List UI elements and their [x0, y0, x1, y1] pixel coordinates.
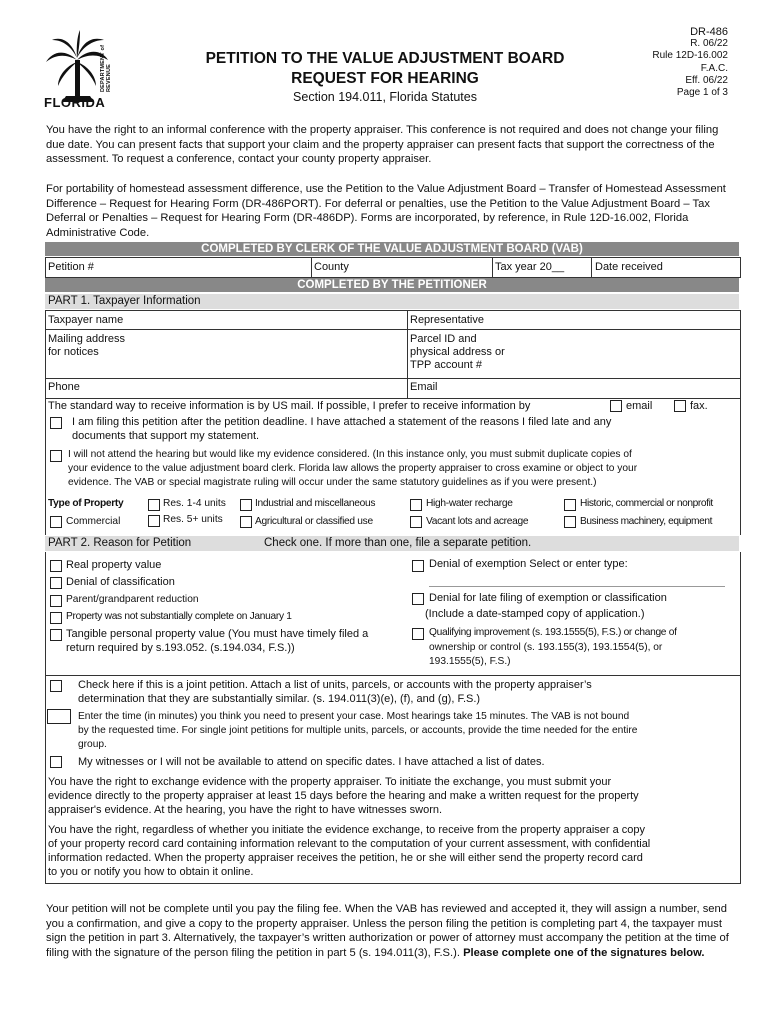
res-5-plus-checkbox[interactable]	[148, 515, 160, 527]
historic-label: Historic, commercial or nonprofit	[580, 498, 713, 509]
agricultural-label: Agricultural or classified use	[255, 516, 373, 527]
exemption-type-input[interactable]	[429, 586, 725, 587]
late-filing-text-2: documents that support my statement.	[72, 430, 260, 442]
res-1-4-label: Res. 1-4 units	[163, 498, 226, 509]
exchange-text-2: evidence directly to the property appraiser at least 15 days before the hearing and make a written request for the property	[48, 790, 639, 802]
parent-grandparent-label: Parent/grandparent reduction	[66, 594, 199, 605]
time-needed-text-1: Enter the time (in minutes) you think you need to present your case. Most hearings take 15 minutes. The VAB is not bound	[78, 711, 630, 722]
tax-year-field[interactable]: Tax year 20__	[495, 261, 565, 273]
witness-unavailable-checkbox[interactable]	[50, 756, 62, 768]
part1-title: PART 1. Taxpayer Information	[48, 295, 201, 307]
footer-paragraph	[46, 902, 736, 960]
record-card-text-2: of your property record card containing information relevant to the computation of your current assessment, with confidential	[48, 838, 651, 850]
fax-option-label: fax.	[690, 400, 708, 412]
footer-text: Your petition will not be complete until you pay the filing fee. When the VAB has reviewed and accepted it, they will assign a number, send you a confirmation, and give a copy to the property appraiser. Unless the person filing the petition is completing part 4, the taxpayer must sign the petition in part 3. Alternatively, the taxpayer’s written authorization or power of attorney must accompany the petition at the time of filing with the signature of the person filing the petition in part 5 (s. 194.011(3), F.S.).	[46, 903, 729, 959]
late-filing-checkbox[interactable]	[50, 417, 62, 429]
parent-grandparent-checkbox[interactable]	[50, 595, 62, 607]
form-title-line2: REQUEST FOR HEARING	[291, 70, 479, 87]
date-received-field[interactable]: Date received	[595, 261, 663, 273]
footer-bold-instruction: Please complete one of the signatures below.	[463, 946, 705, 959]
clerk-section-header: COMPLETED BY CLERK OF THE VALUE ADJUSTMENT BOARD (VAB)	[45, 242, 739, 256]
form-fac: F.A.C.	[700, 62, 728, 74]
vacant-lots-label: Vacant lots and acreage	[426, 516, 529, 527]
page-number: Page 1 of 3	[676, 87, 728, 99]
logo-text: FLORIDA	[44, 95, 106, 110]
form-identifier	[652, 26, 728, 99]
not-complete-label: Property was not substantially complete on January 1	[66, 611, 292, 622]
county-field[interactable]: County	[314, 261, 349, 273]
record-card-text-3: information redacted. When the property appraiser receives the petition, he or she will either send the property record card	[48, 852, 643, 864]
commercial-checkbox[interactable]	[50, 516, 62, 528]
intro-paragraph-1: You have the right to an informal conference with the property appraiser. This conference is not required and does not change your filing due date. You can present facts that support your claim and the property appraiser can present facts that support the correctness of the assessment. To request a conference, contact your county property appraiser.	[46, 124, 719, 165]
email-field[interactable]: Email	[410, 381, 438, 393]
parcel-id-label[interactable]: Parcel ID and	[410, 333, 477, 345]
qualifying-improvement-label-2: ownership or control (s. 193.155(3), 193.1554(5), or	[429, 642, 663, 653]
parcel-id-label-2: physical address or	[410, 346, 505, 358]
petitioner-section-header: COMPLETED BY THE PETITIONER	[45, 278, 739, 292]
denial-exemption-checkbox[interactable]	[412, 560, 424, 572]
commercial-label: Commercial	[66, 516, 121, 527]
receive-info-text: The standard way to receive information is by US mail. If possible, I prefer to receive information by	[48, 400, 531, 412]
parcel-id-label-3: TPP account #	[410, 359, 482, 371]
historic-checkbox[interactable]	[564, 499, 576, 511]
joint-petition-text-1: Check here if this is a joint petition. Attach a list of units, parcels, or accounts with the property appraiser’s	[78, 679, 592, 691]
high-water-label: High-water recharge	[426, 498, 513, 509]
qualifying-improvement-label-3: 193.1555(5), F.S.)	[429, 656, 511, 667]
high-water-checkbox[interactable]	[410, 499, 422, 511]
record-card-text-4: to you or notify you how to obtain it online.	[48, 866, 254, 878]
part2-header	[45, 536, 739, 551]
part2-title: PART 2. Reason for Petition	[48, 537, 192, 549]
tangible-property-checkbox[interactable]	[50, 629, 62, 641]
industrial-checkbox[interactable]	[240, 499, 252, 511]
industrial-label: Industrial and miscellaneous	[255, 498, 376, 509]
form-title-line1: PETITION TO THE VALUE ADJUSTMENT BOARD	[205, 50, 565, 67]
not-attend-text-3: evidence. The VAB or special magistrate ruling will occur under the same statutory guidelines as if you were present.)	[68, 477, 597, 488]
not-attend-text-1: I will not attend the hearing but would like my evidence considered. (In this instance only, you must submit duplicate copies of	[68, 449, 632, 460]
taxpayer-info-table	[45, 310, 741, 399]
vacant-lots-checkbox[interactable]	[410, 516, 422, 528]
denial-classification-checkbox[interactable]	[50, 577, 62, 589]
joint-petition-text-2: determination that they are substantially similar. (s. 194.011(3)(e), (f), and (g), F.S.)	[78, 693, 481, 705]
denial-late-filing-label: Denial for late filing of exemption or classification	[429, 592, 667, 604]
real-property-value-checkbox[interactable]	[50, 560, 62, 572]
tangible-property-label-1: Tangible personal property value (You must have timely filed a	[66, 628, 369, 640]
qualifying-improvement-checkbox[interactable]	[412, 628, 424, 640]
date-stamped-note: (Include a date-stamped copy of application.)	[425, 608, 645, 620]
late-filing-text-1: I am filing this petition after the petition deadline. I have attached a statement of the reasons I filed late and any	[72, 416, 612, 428]
res-1-4-checkbox[interactable]	[148, 499, 160, 511]
part2-instruction: Check one. If more than one, file a separate petition.	[264, 537, 532, 549]
form-number: DR-486	[690, 26, 728, 38]
mailing-address-label-2: for notices	[48, 346, 99, 358]
time-needed-text-2: by the requested time. For single joint petitions for multiple units, parcels, or accounts, provide the time needed for the entire	[78, 725, 638, 736]
time-needed-text-3: group.	[78, 739, 107, 750]
tangible-property-label-2: return required by s.193.052. (s.194.034, F.S.))	[66, 642, 295, 654]
res-5-plus-label: Res. 5+ units	[163, 514, 223, 525]
mailing-address-label[interactable]: Mailing address	[48, 333, 126, 345]
denial-exemption-label: Denial of exemption Select or enter type:	[429, 558, 628, 570]
record-card-text-1: You have the right, regardless of whether you initiate the evidence exchange, to receive from the property appraiser a copy	[48, 824, 646, 836]
taxpayer-name-field[interactable]: Taxpayer name	[48, 314, 124, 326]
not-complete-checkbox[interactable]	[50, 612, 62, 624]
denial-classification-label: Denial of classification	[66, 576, 175, 588]
logo-side-text: DEPARTMENT of REVENUE	[100, 44, 112, 92]
business-machinery-checkbox[interactable]	[564, 516, 576, 528]
email-checkbox[interactable]	[610, 400, 622, 412]
agricultural-checkbox[interactable]	[240, 516, 252, 528]
phone-field[interactable]: Phone	[48, 381, 80, 393]
joint-petition-checkbox[interactable]	[50, 680, 62, 692]
representative-field[interactable]: Representative	[410, 314, 484, 326]
form-effective: Eff. 06/22	[685, 74, 728, 86]
witness-unavailable-text: My witnesses or I will not be available to attend on specific dates. I have attached a list of dates.	[78, 756, 545, 768]
form-revision: R. 06/22	[690, 38, 728, 50]
business-machinery-label: Business machinery, equipment	[580, 516, 713, 527]
real-property-value-label: Real property value	[66, 559, 162, 571]
exchange-text-3: appraiser's evidence. At the hearing, you have the right to have witnesses sworn.	[48, 804, 443, 816]
not-attend-checkbox[interactable]	[50, 450, 62, 462]
form-rule: Rule 12D-16.002	[652, 50, 728, 62]
part1-header	[45, 294, 739, 309]
fax-checkbox[interactable]	[674, 400, 686, 412]
not-attend-text-2: your evidence to the value adjustment board clerk. Florida law allows the property appraiser to cross examine or object to your	[68, 463, 638, 474]
time-minutes-input[interactable]	[47, 709, 71, 724]
statute-reference: Section 194.011, Florida Statutes	[293, 90, 477, 104]
type-of-property-label: Type of Property	[48, 498, 124, 509]
email-option-label: email	[626, 400, 653, 412]
exchange-text-1: You have the right to exchange evidence with the property appraiser. To initiate the exchange, you must submit your	[48, 776, 612, 788]
qualifying-improvement-label-1: Qualifying improvement (s. 193.1555(5), F.S.) or change of	[429, 627, 677, 638]
petition-number-field[interactable]: Petition #	[48, 261, 94, 273]
intro-paragraph-2: For portability of homestead assessment difference, use the Petition to the Value Adjustment Board – Transfer of Homestead Assessment Difference – Request for Hearing Form (DR-486PORT). For deferral or penalties, use the Petition to the Value Adjustment Board – Tax Deferral or Penalties – Request for Hearing Form (DR-486DP). Forms are incorporated, by reference, in Rule 12D-16.002, Florida Administrative Code.	[46, 183, 726, 239]
denial-late-filing-checkbox[interactable]	[412, 593, 424, 605]
